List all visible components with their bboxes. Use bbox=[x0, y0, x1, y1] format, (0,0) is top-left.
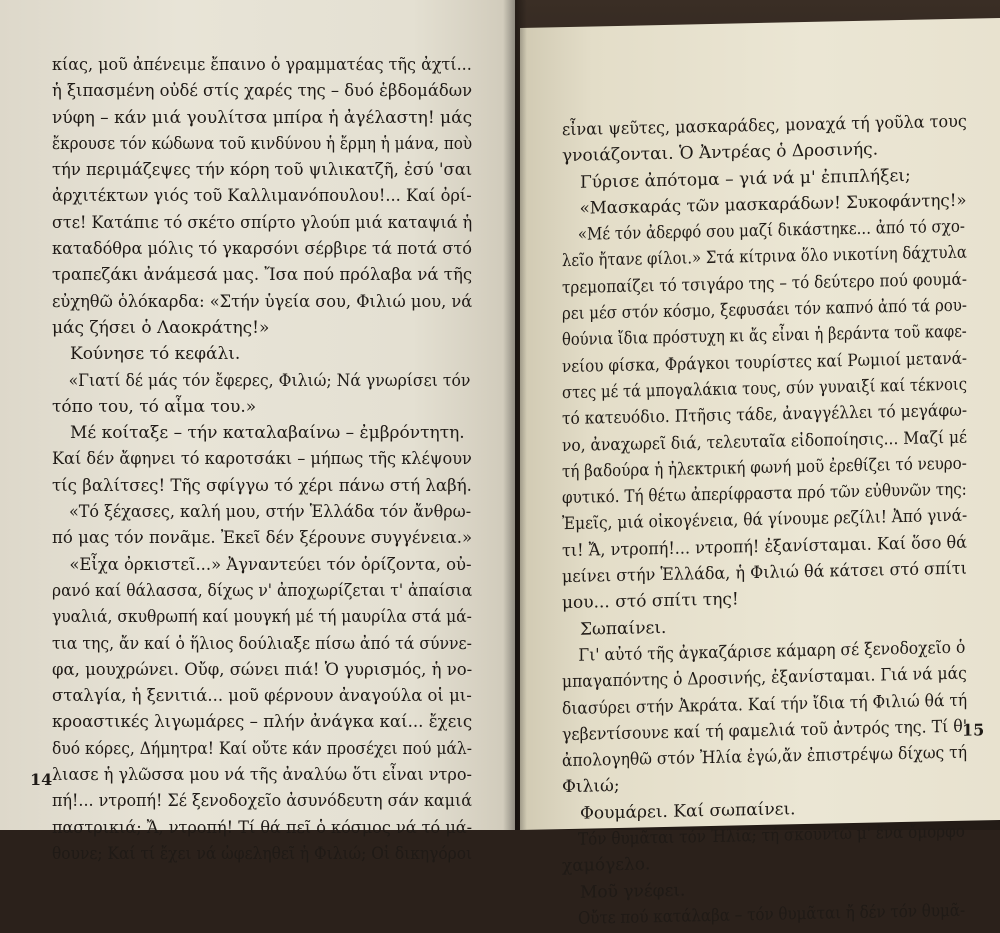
text-line: καταδόθρα μόλις τό γκαρσόνι σέρβιρε τά ποτά στό bbox=[52, 239, 473, 260]
text-line: Οὔτε πού κατάλαβα – τόν θυμᾶται ἤ δέν τόν θυμᾶ- bbox=[577, 900, 966, 929]
book-gutter bbox=[503, 0, 527, 830]
text-line: μπαγαπόντης ὁ Δροσινής, ἐξανίσταμαι. Γιά νά μάς bbox=[562, 663, 967, 693]
text-line: ἀρχιτέκτων γιός τοῦ Καλλιμανόπουλου!... Καί ὀρί- bbox=[52, 186, 472, 207]
text-line: θούνια ἴδια πρόστυχη κι ἄς εἶναι ἡ βεράντα τοῦ καφε- bbox=[562, 322, 967, 351]
text-line: κίας, μοῦ ἀπένειμε ἔπαινο ὁ γραμματέας τῆς ἀχτί... bbox=[52, 55, 472, 75]
text-line: θουνε; Καί τί ἔχει νά ὠφεληθεῖ ἡ Φιλιώ; Οἱ δικηγόροι bbox=[52, 843, 473, 864]
text-line: Φουμάρει. Καί σωπαίνει. bbox=[580, 798, 796, 824]
text-line: τή βαδούρα ἡ ἠλεκτρική φωνή μοῦ ἐρεθίζει τό νευρο- bbox=[562, 453, 967, 482]
right-page-text bbox=[562, 109, 967, 933]
text-line: τόπο του, τό αἷμα του.» bbox=[52, 396, 257, 417]
text-line: Μοῦ γνέφει. bbox=[580, 880, 686, 903]
text-line: διασύρει στήν Ἀκράτα. Καί τήν ἴδια τή Φιλιώ θά τή bbox=[562, 690, 968, 719]
text-line: νύφη – κάν μιά γουλίτσα μπίρα ἡ ἀγέλαστη! μάς bbox=[52, 107, 473, 128]
left-page-text bbox=[52, 52, 472, 867]
text-line: τρεμοπαίζει τό τσιγάρο της – τό δεύτερο πού φουμά- bbox=[562, 269, 967, 298]
text-line: φα, μουχρώνει. Οὔφ, σώνει πιά! Ὁ γυρισμός, ἡ νο- bbox=[52, 659, 473, 680]
text-line: «Τό ξέχασες, καλή μου, στήν Ἑλλάδα τόν ἄνθρω- bbox=[68, 502, 472, 523]
text-line: Γι' αὐτό τῆς ἀγκαζάρισε κάμαρη σέ ξενοδοχεῖο ὁ bbox=[578, 637, 966, 666]
text-line: λεῖο ἤτανε φίλοι.» Στά κίτρινα ὅλο νικοτίνη δάχτυλα bbox=[562, 243, 967, 272]
right-page bbox=[520, 18, 1000, 929]
text-line: ἡ ξιπασμένη οὐδέ στίς χαρές της – δυό ἑβδομάδων bbox=[52, 81, 473, 102]
text-line: τίς βαλίτσες! Τῆς σφίγγω τό χέρι πάνω στή λαβή. bbox=[52, 475, 472, 496]
left-page-number: 14 bbox=[30, 770, 53, 789]
text-line: χαμόγελο. bbox=[562, 854, 651, 877]
text-line: Φιλιώ; bbox=[562, 776, 620, 798]
text-line: ἀπολογηθῶ στόν Ἠλία ἐγώ,ἄν ἐπιστρέψω δίχως τή bbox=[562, 742, 968, 772]
text-line: στε! Κατάπιε τό σκέτο σπίρτο γλούπ μιά καταψιά ἡ bbox=[52, 212, 473, 233]
text-line: Κούνησε τό κεφάλι. bbox=[70, 344, 241, 365]
text-line: ρει μέσ στόν κόσμο, ξεφυσάει τόν καπνό ἀπό τά ρου- bbox=[562, 295, 967, 325]
text-line: δυό κόρες, Δήμητρα! Καί οὔτε κάν προσέχει πού μάλ- bbox=[52, 738, 472, 759]
text-line: μάς ζήσει ὁ Λαοκράτης!» bbox=[52, 317, 270, 338]
text-line: τια της, ἄν καί ὁ ἥλιος δούλιαξε πίσω ἀπό τά σύννε- bbox=[52, 633, 472, 654]
text-line: Σωπαίνει. bbox=[580, 617, 667, 640]
text-line: «Μασκαράς τῶν μασκαράδων! Συκοφάντης!» bbox=[579, 190, 967, 219]
text-line: νο, ἀναχωρεῖ διά, τελευταῖα εἰδοποίησις... Μαζί μέ bbox=[562, 427, 968, 456]
text-line: σταλγία, ἡ ξενιτιά... μοῦ φέρνουν ἀναγούλα οἱ μι- bbox=[52, 686, 472, 707]
text-line: «Μέ τόν ἀδερφό σου μαζί δικάστηκε... ἀπό τό σχο- bbox=[577, 216, 965, 245]
text-line: πή!... ντροπή! Σέ ξενοδοχεῖο ἀσυνόδευτη σάν καμιά bbox=[52, 791, 472, 812]
right-page-number: 15 bbox=[962, 720, 985, 740]
text-line: μείνει στήν Ἑλλάδα, ἡ Φιλιώ θά κάτσει στό σπίτι bbox=[562, 558, 967, 588]
text-line: Γύρισε ἀπότομα – γιά νά μ' ἐπιπλήξει; bbox=[580, 165, 911, 193]
text-line: εὐχηθῶ ὁλόκαρδα: «Στήν ὑγεία σου, Φιλιώ μου, νά bbox=[52, 291, 473, 312]
text-line: φυτικό. Τή θέτω ἀπερίφραστα πρό τῶν εὐθυνῶν της: bbox=[562, 479, 967, 509]
text-line: γυαλιά, σκυθρωπή καί μουγκή μέ τή μαυρίλα στά μά- bbox=[52, 607, 472, 628]
text-line: Ἐμεῖς, μιά οἰκογένεια, θά γίνουμε ρεζίλι! Ἀπό γινά- bbox=[562, 506, 968, 535]
text-line: Μέ κοίταξε – τήν καταλαβαίνω – ἐμβρόντητη. bbox=[70, 423, 465, 444]
text-line: Καί δέν ἄφηνει τό καροτσάκι – μήπως τῆς κλέψουν bbox=[52, 449, 472, 470]
text-line: παστρικιά; Ἄ, ντροπή! Τί θά πεῖ ὁ κόσμος νά τό μά- bbox=[52, 817, 473, 838]
text-line: μου... στό σπίτι της! bbox=[562, 589, 739, 614]
text-line: «Γιατί δέ μάς τόν ἔφερες, Φιλιώ; Νά γνωρίσει τόν bbox=[68, 370, 471, 391]
left-page bbox=[0, 0, 515, 864]
text-line: τήν περιμάζεψες τήν κόρη τοῦ ψιλικατζῆ, ἐσύ 'σαι bbox=[52, 160, 473, 181]
text-line: Τόν θυμᾶται τόν Ἠλία; τή σκουντῶ μ' ἕνα ὄμορφο bbox=[578, 821, 965, 850]
text-line: λιασε ἡ γλῶσσα μου νά τῆς ἀναλύω ὅτι εἶναι ντρο- bbox=[52, 765, 472, 786]
text-line: εἶναι ψεῦτες, μασκαράδες, μοναχά τή γοῦλα τους bbox=[562, 111, 967, 141]
text-line: νείου φίσκα, Φράγκοι τουρίστες καί Ρωμιοί μετανά- bbox=[562, 348, 968, 377]
text-line: στες μέ τά μπογαλάκια τους, σύν γυναιξί καί τέκνοις bbox=[562, 374, 967, 404]
text-line: γεβεντίσουνε καί τή φαμελιά τοῦ ἀντρός της. Τί θ' bbox=[562, 716, 968, 745]
text-line: ρανό καί θάλασσα, δίχως ν' ἀποχωρίζεται τ' ἀπαίσια bbox=[52, 580, 473, 601]
text-line: πό μας τόν πονᾶμε. Ἐκεῖ δέν ξέρουνε συγγένεια.» bbox=[52, 528, 473, 549]
text-line: κροαστικές λιγωμάρες – πλήν ἀνάγκα καί... ἔχεις bbox=[52, 712, 473, 733]
text-line: τραπεζάκι ἀνάμεσά μας. Ἴσα πού πρόλαβα νά τῆς bbox=[52, 265, 473, 286]
text-line: «Εἶχα ὀρκιστεῖ...» Ἀγναντεύει τόν ὁρίζοντα, οὐ- bbox=[69, 554, 472, 575]
text-line: τό κατευόδιο. Πτῆσις τάδε, ἀναγγέλλει τό μεγάφω- bbox=[562, 400, 968, 430]
text-line: ἔκρουσε τόν κώδωνα τοῦ κινδύνου ἡ ἔρμη ἡ μάνα, ποὺ bbox=[52, 133, 473, 154]
text-line: τι! Ἄ, ντροπή!... ντροπή! ἐξανίσταμαι. Καί ὅσο θά bbox=[562, 532, 967, 561]
text-line: γνοιάζονται. Ὁ Ἀντρέας ὁ Δροσινής. bbox=[562, 139, 879, 167]
